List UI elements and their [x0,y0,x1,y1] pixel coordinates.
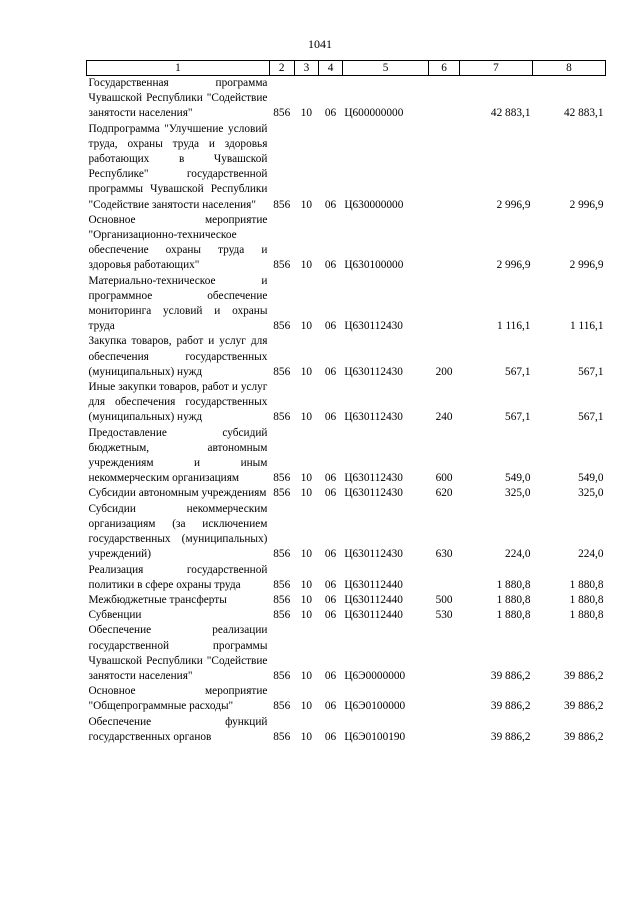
table-row [87,76,606,122]
expense-type-code: 620 [435,487,453,500]
ministry-code: 856 [273,320,291,333]
section-code: 10 [300,593,313,606]
expense-type-code: 200 [435,365,453,378]
expense-type-code [429,274,460,335]
ministry-code: 856 [273,578,291,591]
expense-type-code [429,76,460,122]
table-row [87,608,606,623]
section-code: 10 [300,548,313,561]
subsection-code: 06 [324,320,337,333]
target-article-code: Ц630112440 [344,593,403,606]
target-article-code: Ц630112440 [344,578,403,591]
subsection-code: 06 [324,730,337,743]
amount-col-7: 1 880,8 [496,609,531,622]
amount-col-8: 1 880,8 [569,609,604,622]
target-article-code: Ц630112430 [344,411,403,424]
section-code: 10 [300,609,313,622]
table-row [87,563,606,593]
section-code: 10 [300,365,313,378]
amount-col-7: 567,1 [505,365,531,378]
subsection-code: 06 [324,472,337,485]
amount-col-8: 39 886,2 [563,669,604,682]
target-article-code: Ц630112430 [344,472,403,485]
table-row [87,213,606,274]
subsection-code: 06 [324,365,337,378]
amount-col-7: 1 880,8 [496,578,531,591]
table-row [87,426,606,487]
row-name: Субсидии некоммерческим организациям (за исключением государственных (муниципальных) учреждений) [88,502,268,561]
amount-col-8: 39 886,2 [563,700,604,713]
table-header-row [87,61,606,76]
ministry-code: 856 [273,609,291,622]
row-name: Предоставление субсидий бюджетным, автономным учреждениям и иным некоммерческим организациям [88,426,268,485]
target-article-code: Ц6Э0100190 [344,730,406,743]
target-article-code: Ц630112430 [344,320,403,333]
ministry-code: 856 [273,548,291,561]
subsection-code: 06 [324,578,337,591]
target-article-code: Ц600000000 [344,107,404,120]
expense-type-code [429,715,460,745]
amount-col-7: 2 996,9 [496,198,531,211]
column-header: 8 [532,61,605,76]
section-code: 10 [300,472,313,485]
section-code: 10 [300,198,313,211]
table-body [87,76,606,745]
amount-col-7: 1 880,8 [496,593,531,606]
amount-col-8: 1 116,1 [570,320,604,333]
subsection-code: 06 [324,609,337,622]
table-row [87,684,606,714]
ministry-code: 856 [273,107,291,120]
table-row [87,334,606,380]
amount-col-8: 224,0 [578,548,604,561]
table-row [87,593,606,608]
row-name: Материально-техническое и программное обеспечение мониторинга условий и охраны труда [88,274,268,333]
subsection-code: 06 [324,548,337,561]
row-name: Межбюджетные трансферты [88,593,227,606]
row-name: Субсидии автономным учреждениям [88,487,267,500]
row-name: Реализация государственной политики в сфере охраны труда [88,563,268,591]
amount-col-8: 567,1 [578,411,604,424]
ministry-code: 856 [273,198,291,211]
target-article-code: Ц630112430 [344,365,403,378]
section-code: 10 [300,320,313,333]
amount-col-7: 1 116,1 [496,320,531,333]
row-name: Государственная программа Чувашской Республики "Содействие занятости населения" [88,77,268,120]
amount-col-7: 567,1 [505,411,531,424]
ministry-code: 856 [273,411,291,424]
column-header: 4 [319,61,343,76]
table-row [87,274,606,335]
table-row [87,502,606,563]
section-code: 10 [300,259,313,272]
subsection-code: 06 [324,411,337,424]
target-article-code: Ц630100000 [344,259,404,272]
amount-col-7: 549,0 [505,472,531,485]
page-number: 1041 [308,37,332,51]
target-article-code: Ц630112430 [344,548,403,561]
amount-col-8: 567,1 [578,365,604,378]
expense-type-code [429,684,460,714]
expense-type-code: 600 [435,472,453,485]
expense-type-code: 500 [435,593,453,606]
budget-table [86,60,606,745]
table-row [87,486,606,501]
column-header: 6 [429,61,460,76]
ministry-code: 856 [273,487,291,500]
row-name: Подпрограмма "Улучшение условий труда, охраны труда и здоровья работающих в Чувашской Республике" государственной программы Чувашской Республики "Содействие занятости населения" [88,122,268,211]
subsection-code: 06 [324,259,337,272]
table-row [87,715,606,745]
expense-type-code [429,122,460,213]
target-article-code: Ц630112440 [344,609,403,622]
target-article-code: Ц630112430 [344,487,403,500]
table-row [87,380,606,426]
expense-type-code [429,213,460,274]
ministry-code: 856 [273,259,291,272]
amount-col-8: 1 880,8 [569,578,604,591]
ministry-code: 856 [273,472,291,485]
amount-col-7: 39 886,2 [490,700,531,713]
target-article-code: Ц630000000 [344,198,404,211]
column-header: 7 [460,61,533,76]
table-row [87,122,606,213]
expense-type-code: 240 [435,411,453,424]
amount-col-8: 549,0 [578,472,604,485]
section-code: 10 [300,411,313,424]
target-article-code: Ц6Э0100000 [344,700,406,713]
row-name: Основное мероприятие "Общепрограммные расходы" [88,685,268,713]
ministry-code: 856 [273,730,291,743]
amount-col-7: 224,0 [505,548,531,561]
amount-col-8: 39 886,2 [563,730,604,743]
expense-type-code [429,623,460,684]
table-row [87,623,606,684]
section-code: 10 [300,578,313,591]
column-header: 3 [294,61,319,76]
section-code: 10 [300,730,313,743]
subsection-code: 06 [324,669,337,682]
column-header: 1 [87,61,270,76]
ministry-code: 856 [273,593,291,606]
amount-col-8: 2 996,9 [569,198,604,211]
section-code: 10 [300,669,313,682]
row-name: Основное мероприятие "Организационно-техническое обеспечение охраны труда и здоровья работающих" [88,213,268,272]
subsection-code: 06 [324,487,337,500]
row-name: Субвенции [88,609,142,622]
section-code: 10 [300,107,313,120]
ministry-code: 856 [273,669,291,682]
ministry-code: 856 [273,365,291,378]
section-code: 10 [300,487,313,500]
amount-col-8: 1 880,8 [569,593,604,606]
expense-type-code: 630 [435,548,453,561]
amount-col-7: 39 886,2 [490,669,531,682]
expense-type-code: 530 [435,609,453,622]
column-header: 2 [269,61,294,76]
column-header: 5 [342,61,428,76]
row-name: Обеспечение реализации государственной программы Чувашской Республики "Содействие занятости населения" [88,624,268,682]
subsection-code: 06 [324,198,337,211]
amount-col-8: 2 996,9 [569,259,604,272]
amount-col-7: 39 886,2 [490,730,531,743]
amount-col-7: 2 996,9 [496,259,531,272]
ministry-code: 856 [273,700,291,713]
expense-type-code [429,563,460,593]
amount-col-7: 325,0 [505,487,531,500]
subsection-code: 06 [324,593,337,606]
amount-col-7: 42 883,1 [490,107,531,120]
section-code: 10 [300,700,313,713]
row-name: Иные закупки товаров, работ и услуг для обеспечения государственных (муниципальных) нужд [88,381,268,424]
amount-col-8: 325,0 [578,487,604,500]
amount-col-8: 42 883,1 [563,107,604,120]
row-name: Закупка товаров, работ и услуг для обеспечения государственных (муниципальных) нужд [88,335,268,378]
target-article-code: Ц6Э0000000 [344,669,406,682]
subsection-code: 06 [324,700,337,713]
row-name: Обеспечение функций государственных органов [88,715,268,743]
subsection-code: 06 [324,107,337,120]
